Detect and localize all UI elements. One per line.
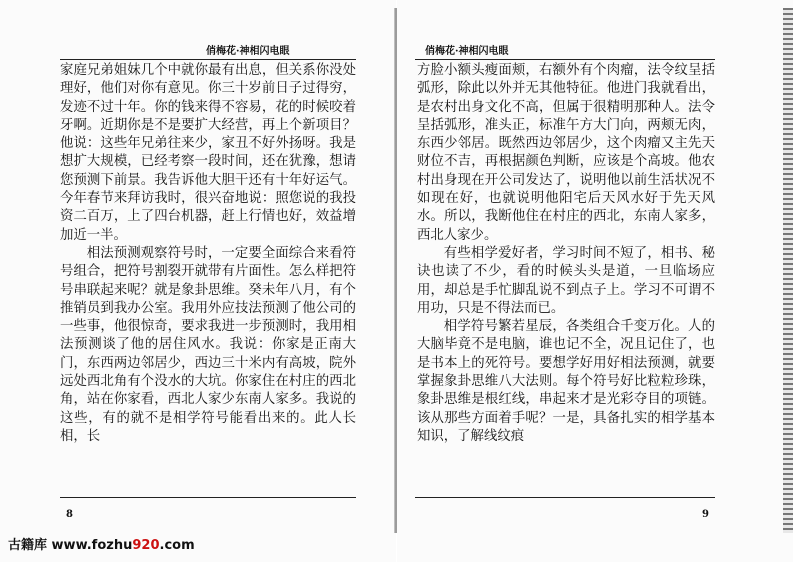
running-header: 俏梅花·神相闪电眼 bbox=[206, 46, 290, 57]
header-rule bbox=[415, 59, 715, 60]
body-text bbox=[417, 62, 715, 446]
footer-rule bbox=[415, 497, 715, 498]
paragraph: 相法预测观察符号时，一定要全面综合来看符号组合，把符号割裂开就带有片面性。怎么样把符号串联起来呢？就是象卦思维。癸未年八月，有个推销员到我办公室。我用外应技法预测了他公司的一些事，他很惊奇，要求我进一步预测时，我用相法预测谈了他的居住风水。我说：你家是正南大门，东西两边邻居少，西边三十米内有高坡，院外远处西北角有个没水的大坑。你家住在村庄的西北角，站在你家看，西北人家少东南人家多。我说的这些，有的就不是相学符号能看出来的。此人长相，长 bbox=[60, 245, 356, 444]
page-edge bbox=[783, 8, 793, 533]
header-rule bbox=[60, 59, 356, 60]
left-page bbox=[0, 0, 396, 562]
page-number: 9 bbox=[702, 509, 709, 520]
page-number: 8 bbox=[66, 509, 73, 520]
paragraph: 家庭兄弟姐妹几个中就你最有出息，但关系你没处理好，他们对你有意见。你三十岁前日子过得穷，发迹不过十年。你的钱来得不容易，花的时候咬着牙啊。近期你是不是要扩大经营，再上个新项目？他说：这些年兄弟往来少，家丑不好外扬呀。我是想扩大规模，已经考察一段时间，还在犹豫，想请您预测下前景。我告诉他大胆干还有十年好运气。今年春节来拜访我时，很兴奋地说：照您说的我投资二百万，上了四台机器，赶上行情也好，效益增加近一半。 bbox=[60, 63, 356, 243]
running-header: 俏梅花·神相闪电眼 bbox=[425, 46, 509, 57]
paragraph: 相学符号繁若星辰，各类组合千变万化。人的大脑毕竟不是电脑，谁也记不全，况且记住了，也是书本上的死符号。要想学好用好相法预测，就要掌握象卦思维八大法则。每个符号好比粒粒珍珠，象卦思维是根红线，串起来才是光彩夺目的项链。该从那些方面着手呢？一是，具备扎实的相学基本知识，了解线纹痕 bbox=[417, 319, 715, 444]
right-page bbox=[397, 0, 793, 562]
site-name: 古籍库 bbox=[8, 538, 48, 553]
site-url-number: 920 bbox=[132, 538, 160, 553]
watermark-footer[interactable] bbox=[8, 534, 195, 553]
paragraph: 方脸小额头瘦面颊，右额外有个肉瘤，法令纹呈括弧形，除此以外并无其他特征。他进门我就看出，是农村出身文化不高，但属于很精明那种人。法令呈括弧形，准头正，标准午方大门向，两颊无肉，东西少邻居。既然西边邻居少，这个肉瘤又主先天财位不吉，再根据颜色判断，应该是个高坡。他农村出身现在开公司发达了，说明他以前生活状况不如现在好，也就说明他阳宅后天风水好于先天风水。所以，我断他住在村庄的西北，东南人家多，西北人家少。 bbox=[417, 63, 715, 243]
site-url[interactable]: www.fozhu920.com bbox=[51, 538, 195, 553]
footer-rule bbox=[60, 497, 356, 498]
body-text bbox=[60, 62, 356, 446]
paragraph: 有些相学爱好者，学习时间不短了，相书、秘诀也读了不少，看的时候头头是道，一旦临场应用，却总是手忙脚乱说不到点子上。学习不可谓不用功，只是不得法而已。 bbox=[417, 245, 715, 316]
